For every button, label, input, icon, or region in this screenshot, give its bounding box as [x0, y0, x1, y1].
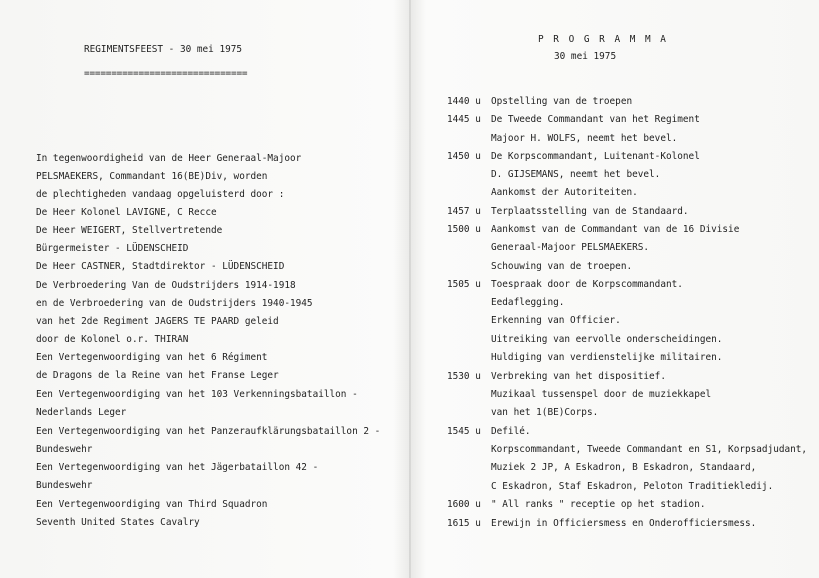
left-line: Een Vertegenwoordiging van het 6 Régiment — [36, 352, 268, 363]
left-line: De Heer WEIGERT, Stellvertretende — [36, 225, 223, 236]
schedule-line: Huldiging van verdienstelijke militairen. — [491, 352, 723, 363]
left-line: De Heer CASTNER, Stadtdirektor - LÜDENSCHEID — [36, 261, 285, 272]
left-line: van het 2de Regiment JAGERS TE PAARD geleid — [36, 316, 279, 327]
left-line: Seventh United States Cavalry — [36, 517, 200, 528]
schedule-line: Opstelling van de troepen — [491, 96, 633, 107]
program-date: 30 mei 1975 — [554, 51, 617, 62]
schedule-time: 1530 u — [447, 371, 481, 382]
left-line: de Dragons de la Reine van het Franse Leger — [36, 370, 279, 381]
schedule-time: 1600 u — [447, 499, 481, 510]
schedule-line: van het 1(BE)Corps. — [491, 407, 599, 418]
left-line: PELSMAEKERS, Commandant 16(BE)Div, worden — [36, 171, 268, 182]
schedule-line: Majoor H. WOLFS, neemt het bevel. — [491, 133, 678, 144]
schedule-time: 1615 u — [447, 518, 481, 529]
schedule-line: Aankomst der Autoriteiten. — [491, 187, 638, 198]
schedule-line: Verbreking van het dispositief. — [491, 371, 666, 382]
schedule-line: Korpscommandant, Tweede Commandant en S1, Korpsadjudant, — [491, 444, 808, 455]
schedule-line: Generaal-Majoor PELSMAEKERS. — [491, 242, 650, 253]
schedule-line: Muziek 2 JP, A Eskadron, B Eskadron, Standaard, — [491, 462, 757, 473]
page-fold — [409, 0, 411, 578]
schedule-line: D. GIJSEMANS, neemt het bevel. — [491, 169, 661, 180]
left-line: Een Vertegenwoordiging van het 103 Verkenningsbataillon - — [36, 389, 358, 400]
left-line: en de Verbroedering van de Oudstrijders 1940-1945 — [36, 298, 313, 309]
schedule-line: Erewijn in Officiersmess en Onderofficiersmess. — [491, 518, 757, 529]
left-line: de plechtigheden vandaag opgeluisterd door : — [36, 189, 285, 200]
schedule-line: Eedaflegging. — [491, 297, 565, 308]
schedule-line: C Eskadron, Staf Eskadron, Peloton Traditiekledij. — [491, 481, 774, 492]
schedule-line: Defilé. — [491, 426, 531, 437]
schedule-line: " All ranks " receptie op het stadion. — [491, 499, 706, 510]
schedule-line: Aankomst van de Commandant van de 16 Divisie — [491, 224, 740, 235]
schedule-time: 1450 u — [447, 151, 481, 162]
left-line: Een Vertegenwoordiging van Third Squadron — [36, 499, 268, 510]
left-line: door de Kolonel o.r. THIRAN — [36, 334, 189, 345]
program-heading: P R O G R A M M A — [538, 34, 668, 45]
left-line: In tegenwoordigheid van de Heer Generaal-Majoor — [36, 153, 302, 164]
schedule-time: 1545 u — [447, 426, 481, 437]
left-heading-underline: ============================== — [84, 68, 248, 79]
schedule-time: 1500 u — [447, 224, 481, 235]
left-heading: REGIMENTSFEEST - 30 mei 1975 — [84, 44, 243, 55]
schedule-time: 1457 u — [447, 206, 481, 217]
schedule-line: Erkenning van Officier. — [491, 315, 621, 326]
schedule-time: 1440 u — [447, 96, 481, 107]
left-line: Bürgermeister - LÜDENSCHEID — [36, 243, 189, 254]
left-line: Een Vertegenwoordiging van het Panzeraufklärungsbataillon 2 - — [36, 426, 381, 437]
left-line: Bundeswehr — [36, 480, 93, 491]
schedule-line: Muzikaal tussenspel door de muziekkapel — [491, 389, 712, 400]
left-line: Nederlands Leger — [36, 407, 127, 418]
left-line: De Verbroedering Van de Oudstrijders 1914-1918 — [36, 280, 296, 291]
schedule-time: 1505 u — [447, 279, 481, 290]
schedule-line: De Korpscommandant, Luitenant-Kolonel — [491, 151, 700, 162]
schedule-line: Uitreiking van eervolle onderscheidingen. — [491, 334, 723, 345]
schedule-line: Terplaatsstelling van de Standaard. — [491, 206, 689, 217]
left-line: De Heer Kolonel LAVIGNE, C Recce — [36, 207, 217, 218]
schedule-line: Schouwing van de troepen. — [491, 261, 633, 272]
left-line: Bundeswehr — [36, 444, 93, 455]
schedule-time: 1445 u — [447, 114, 481, 125]
schedule-line: Toespraak door de Korpscommandant. — [491, 279, 683, 290]
left-line: Een Vertegenwoordiging van het Jägerbataillon 42 - — [36, 462, 319, 473]
schedule-line: De Tweede Commandant van het Regiment — [491, 114, 700, 125]
